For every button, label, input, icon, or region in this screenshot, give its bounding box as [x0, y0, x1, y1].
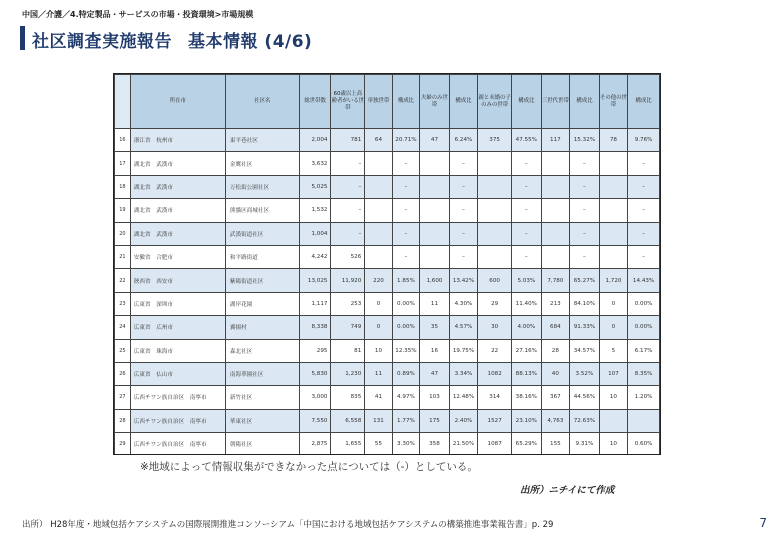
column-header: 構成比	[628, 75, 660, 129]
cell-parent-pct: 4.00%	[512, 316, 542, 339]
table-row	[115, 199, 660, 222]
cell-single	[365, 222, 392, 245]
cell-parent: 600	[478, 269, 512, 292]
cell-three: 155	[541, 433, 570, 455]
cell-three: 117	[541, 129, 570, 152]
cell-no: 27	[115, 386, 131, 409]
cell-other-pct: 0.60%	[628, 433, 660, 455]
cell-other-pct: 1.20%	[628, 386, 660, 409]
cell-elderly: –	[331, 175, 365, 198]
page-number: 7	[759, 516, 767, 530]
table-row	[115, 433, 660, 455]
cell-elderly: –	[331, 152, 365, 175]
cell-couple-pct: 4.57%	[449, 316, 478, 339]
cell-total: 8,338	[299, 316, 331, 339]
cell-other: 0	[599, 316, 628, 339]
cell-single-pct: 4.97%	[392, 386, 419, 409]
column-header: 60歳以上高齢者がいる世帯	[331, 75, 365, 129]
column-header	[115, 75, 131, 129]
cell-no: 25	[115, 339, 131, 362]
cell-parent-pct: –	[512, 245, 542, 268]
cell-couple: 1,600	[420, 269, 450, 292]
cell-three: 367	[541, 386, 570, 409]
cell-other: 5	[599, 339, 628, 362]
cell-single: 0	[365, 316, 392, 339]
title-accent-bar	[20, 26, 25, 50]
table-row	[115, 269, 660, 292]
cell-no: 28	[115, 409, 131, 432]
cell-other-pct: –	[628, 175, 660, 198]
table-row	[115, 175, 660, 198]
cell-couple: 35	[420, 316, 450, 339]
cell-single: 131	[365, 409, 392, 432]
cell-community: 南海華園社区	[225, 362, 299, 385]
cell-other: 78	[599, 129, 628, 152]
cell-parent: 22	[478, 339, 512, 362]
cell-city: 広西チワン族自治区 南寧市	[130, 433, 225, 455]
cell-total: 13,025	[299, 269, 331, 292]
cell-community: 金鹰社区	[225, 152, 299, 175]
cell-total: 295	[299, 339, 331, 362]
column-header: 構成比	[512, 75, 542, 129]
cell-total: 1,532	[299, 199, 331, 222]
cell-single: 55	[365, 433, 392, 455]
cell-parent	[478, 222, 512, 245]
cell-parent: 1087	[478, 433, 512, 455]
cell-parent-pct: 11.40%	[512, 292, 542, 315]
page-title	[32, 27, 312, 52]
cell-community: 朝陽社区	[225, 433, 299, 455]
cell-city: 湖北省 武漢市	[130, 222, 225, 245]
cell-single	[365, 175, 392, 198]
cell-parent-pct: 5.03%	[512, 269, 542, 292]
cell-parent-pct: 88.13%	[512, 362, 542, 385]
cell-city: 広西チワン族自治区 南寧市	[130, 386, 225, 409]
cell-three-pct: 84.10%	[570, 292, 600, 315]
cell-parent-pct: –	[512, 175, 542, 198]
cell-other: 0	[599, 292, 628, 315]
table-note: ※地域によって情報収集ができなかった点については（-）としている。	[140, 461, 478, 473]
cell-couple	[420, 175, 450, 198]
cell-single	[365, 245, 392, 268]
cell-no: 24	[115, 316, 131, 339]
column-header: 総世帯数	[299, 75, 331, 129]
column-header: 社区名	[225, 75, 299, 129]
cell-couple-pct: 12.48%	[449, 386, 478, 409]
cell-parent: 30	[478, 316, 512, 339]
cell-three	[541, 245, 570, 268]
cell-total: 5,830	[299, 362, 331, 385]
cell-elderly: 253	[331, 292, 365, 315]
cell-couple	[420, 152, 450, 175]
cell-community: 紫陽街道社区	[225, 269, 299, 292]
cell-couple: 11	[420, 292, 450, 315]
table-row	[115, 222, 660, 245]
cell-three-pct: –	[570, 199, 600, 222]
cell-other-pct: 14.43%	[628, 269, 660, 292]
cell-single-pct: –	[392, 175, 419, 198]
cell-couple: 358	[420, 433, 450, 455]
table-row	[115, 339, 660, 362]
table-row	[115, 362, 660, 385]
cell-couple	[420, 245, 450, 268]
cell-city: 広東省 珠海市	[130, 339, 225, 362]
cell-community: 森北社区	[225, 339, 299, 362]
cell-other-pct	[628, 409, 660, 432]
cell-single-pct: 1.77%	[392, 409, 419, 432]
cell-elderly: 11,920	[331, 269, 365, 292]
cell-couple: 103	[420, 386, 450, 409]
cell-city: 湖北省 武漢市	[130, 199, 225, 222]
title-main: 社区調査実施報告	[32, 32, 172, 52]
cell-couple-pct: –	[449, 152, 478, 175]
cell-other-pct: 8.35%	[628, 362, 660, 385]
cell-three-pct: 3.52%	[570, 362, 600, 385]
cell-community: 万松街公園社区	[225, 175, 299, 198]
table-row	[115, 152, 660, 175]
cell-three-pct: 34.57%	[570, 339, 600, 362]
cell-other	[599, 409, 628, 432]
cell-city: 広西チワン族自治区 南寧市	[130, 409, 225, 432]
cell-three-pct: 44.56%	[570, 386, 600, 409]
cell-other-pct: 0.00%	[628, 292, 660, 315]
cell-three-pct: –	[570, 222, 600, 245]
cell-parent: 375	[478, 129, 512, 152]
cell-couple-pct: 3.34%	[449, 362, 478, 385]
cell-other-pct: 0.00%	[628, 316, 660, 339]
cell-couple	[420, 199, 450, 222]
cell-community: 武漢街道社区	[225, 222, 299, 245]
cell-single-pct: 0.00%	[392, 292, 419, 315]
cell-single	[365, 152, 392, 175]
cell-total: 2,875	[299, 433, 331, 455]
cell-parent-pct: 23.10%	[512, 409, 542, 432]
cell-other-pct: –	[628, 245, 660, 268]
cell-no: 20	[115, 222, 131, 245]
cell-three	[541, 222, 570, 245]
cell-parent-pct: 38.16%	[512, 386, 542, 409]
cell-no: 22	[115, 269, 131, 292]
column-header: 所在市	[130, 75, 225, 129]
column-header: その他の世帯	[599, 75, 628, 129]
cell-community: 熊貓区商城社区	[225, 199, 299, 222]
cell-single-pct: 0.00%	[392, 316, 419, 339]
cell-elderly: 526	[331, 245, 365, 268]
cell-three: 40	[541, 362, 570, 385]
table-header	[115, 75, 660, 129]
table-row	[115, 316, 660, 339]
cell-city: 安徽省 合肥市	[130, 245, 225, 268]
cell-no: 17	[115, 152, 131, 175]
cell-no: 18	[115, 175, 131, 198]
cell-other	[599, 175, 628, 198]
cell-three-pct: 15.32%	[570, 129, 600, 152]
cell-three	[541, 199, 570, 222]
cell-three: 7,780	[541, 269, 570, 292]
cell-three: 28	[541, 339, 570, 362]
cell-three: 684	[541, 316, 570, 339]
cell-single: 64	[365, 129, 392, 152]
cell-three: 213	[541, 292, 570, 315]
cell-three-pct: 9.31%	[570, 433, 600, 455]
column-header: 親と未婚の子のみの世帯	[478, 75, 512, 129]
cell-couple-pct: 4.30%	[449, 292, 478, 315]
cell-parent-pct: 47.55%	[512, 129, 542, 152]
cell-single-pct: 1.85%	[392, 269, 419, 292]
cell-total: 3,000	[299, 386, 331, 409]
cell-parent	[478, 152, 512, 175]
cell-total: 4,242	[299, 245, 331, 268]
cell-elderly: 781	[331, 129, 365, 152]
cell-other-pct: –	[628, 199, 660, 222]
cell-total: 1,004	[299, 222, 331, 245]
cell-single: 10	[365, 339, 392, 362]
cell-single: 220	[365, 269, 392, 292]
column-header: 単独世帯	[365, 75, 392, 129]
cell-three-pct: 72.63%	[570, 409, 600, 432]
survey-table-container	[113, 73, 661, 455]
cell-community: 湖岸花園	[225, 292, 299, 315]
cell-other	[599, 199, 628, 222]
cell-couple-pct: –	[449, 222, 478, 245]
cell-city: 広東省 仏山市	[130, 362, 225, 385]
table-row	[115, 409, 660, 432]
cell-couple-pct: –	[449, 199, 478, 222]
cell-no: 23	[115, 292, 131, 315]
cell-single-pct: –	[392, 222, 419, 245]
cell-couple: 47	[420, 362, 450, 385]
cell-single: 11	[365, 362, 392, 385]
cell-elderly: 1,655	[331, 433, 365, 455]
cell-city: 浙江省 杭州市	[130, 129, 225, 152]
cell-parent-pct: 27.16%	[512, 339, 542, 362]
table-row	[115, 129, 660, 152]
cell-couple-pct: 6.24%	[449, 129, 478, 152]
cell-community: 華東社区	[225, 409, 299, 432]
cell-single: 0	[365, 292, 392, 315]
cell-no: 19	[115, 199, 131, 222]
cell-total: 5,025	[299, 175, 331, 198]
cell-elderly: 81	[331, 339, 365, 362]
column-header: 夫婦のみ世帯	[420, 75, 450, 129]
cell-other-pct: –	[628, 152, 660, 175]
cell-three-pct: –	[570, 152, 600, 175]
cell-three-pct: 65.27%	[570, 269, 600, 292]
cell-three	[541, 175, 570, 198]
cell-single-pct: –	[392, 199, 419, 222]
survey-table	[114, 74, 660, 455]
cell-parent	[478, 199, 512, 222]
cell-couple: 175	[420, 409, 450, 432]
cell-city: 陝西省 西安市	[130, 269, 225, 292]
column-header: 構成比	[449, 75, 478, 129]
cell-single-pct: 20.71%	[392, 129, 419, 152]
cell-couple: 47	[420, 129, 450, 152]
cell-total: 2,004	[299, 129, 331, 152]
cell-parent	[478, 245, 512, 268]
breadcrumb: 中国／介護／4.特定製品・サービスの市場・投資環境>市場規模	[22, 10, 254, 19]
cell-total: 7,550	[299, 409, 331, 432]
cell-parent: 1082	[478, 362, 512, 385]
cell-other-pct: 9.76%	[628, 129, 660, 152]
title-subtitle: 基本情報 (4/6)	[188, 32, 313, 52]
table-body	[115, 129, 660, 456]
cell-elderly: 835	[331, 386, 365, 409]
cell-three: 4,763	[541, 409, 570, 432]
cell-city: 湖北省 武漢市	[130, 152, 225, 175]
cell-couple-pct: –	[449, 245, 478, 268]
cell-community: 翼揚村	[225, 316, 299, 339]
cell-parent-pct: 65.29%	[512, 433, 542, 455]
cell-parent: 314	[478, 386, 512, 409]
cell-elderly: –	[331, 222, 365, 245]
cell-no: 16	[115, 129, 131, 152]
column-header: 構成比	[570, 75, 600, 129]
cell-other-pct: –	[628, 222, 660, 245]
cell-parent: 1527	[478, 409, 512, 432]
cell-city: 広東省 深圳市	[130, 292, 225, 315]
cell-community: 新竹社区	[225, 386, 299, 409]
table-row	[115, 292, 660, 315]
cell-total: 1,117	[299, 292, 331, 315]
cell-parent-pct: –	[512, 199, 542, 222]
cell-other	[599, 222, 628, 245]
cell-no: 21	[115, 245, 131, 268]
cell-other: 107	[599, 362, 628, 385]
cell-total: 3,632	[299, 152, 331, 175]
column-header: 構成比	[392, 75, 419, 129]
cell-single-pct: 3.30%	[392, 433, 419, 455]
cell-three-pct: –	[570, 175, 600, 198]
cell-single-pct: –	[392, 152, 419, 175]
cell-couple	[420, 222, 450, 245]
cell-single-pct: 0.89%	[392, 362, 419, 385]
cell-other	[599, 152, 628, 175]
cell-single: 41	[365, 386, 392, 409]
cell-three-pct: –	[570, 245, 600, 268]
cell-no: 29	[115, 433, 131, 455]
cell-single	[365, 199, 392, 222]
cell-other: 10	[599, 433, 628, 455]
source-credit: 出所）ニチイにて作成	[520, 485, 615, 496]
cell-city: 湖北省 武漢市	[130, 175, 225, 198]
cell-parent-pct: –	[512, 222, 542, 245]
cell-single-pct: 12.35%	[392, 339, 419, 362]
cell-couple-pct: 2.40%	[449, 409, 478, 432]
cell-other	[599, 245, 628, 268]
cell-three	[541, 152, 570, 175]
cell-community: 東平巷社区	[225, 129, 299, 152]
cell-couple: 16	[420, 339, 450, 362]
cell-couple-pct: –	[449, 175, 478, 198]
cell-elderly: 749	[331, 316, 365, 339]
cell-parent: 29	[478, 292, 512, 315]
cell-other-pct: 6.17%	[628, 339, 660, 362]
cell-community: 和平路街道	[225, 245, 299, 268]
cell-couple-pct: 13.42%	[449, 269, 478, 292]
cell-three-pct: 91.33%	[570, 316, 600, 339]
cell-elderly: –	[331, 199, 365, 222]
cell-elderly: 6,558	[331, 409, 365, 432]
cell-parent	[478, 175, 512, 198]
cell-couple-pct: 19.75%	[449, 339, 478, 362]
cell-city: 広東省 広州市	[130, 316, 225, 339]
cell-single-pct: –	[392, 245, 419, 268]
table-row	[115, 245, 660, 268]
cell-parent-pct: –	[512, 152, 542, 175]
cell-elderly: 1,230	[331, 362, 365, 385]
cell-other: 10	[599, 386, 628, 409]
column-header: 三世代世帯	[541, 75, 570, 129]
cell-other: 1,720	[599, 269, 628, 292]
cell-couple-pct: 21.50%	[449, 433, 478, 455]
table-row	[115, 386, 660, 409]
footer-source: 出所） H28年度・地域包括ケアシステムの国際展開推進コンソーシアム「中国における地域包括ケアシステムの構築推進事業報告書」p. 29	[22, 520, 554, 530]
cell-no: 26	[115, 362, 131, 385]
